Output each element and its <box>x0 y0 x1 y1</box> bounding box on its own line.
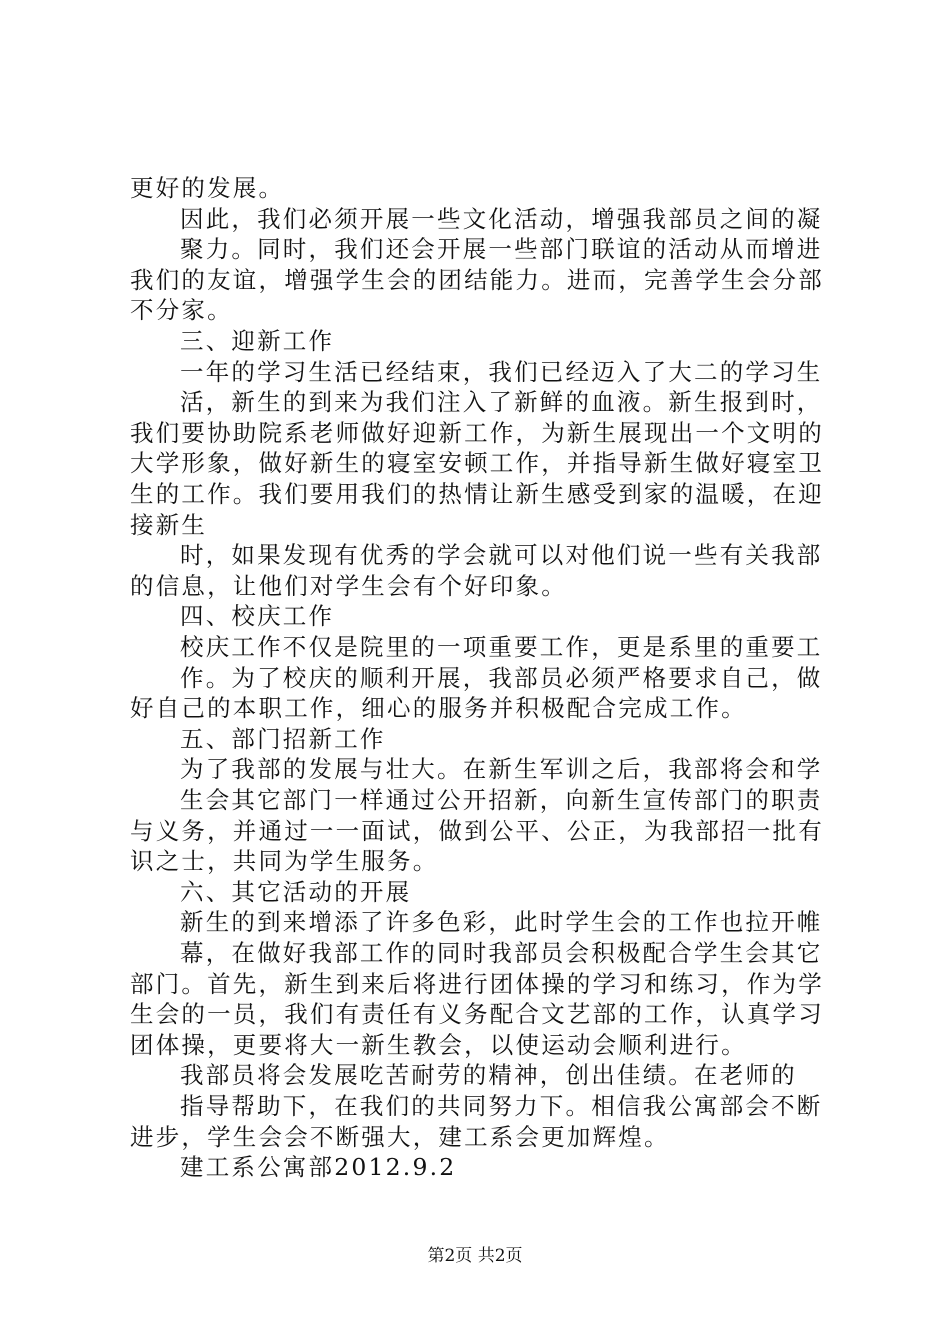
text-line: 的信息，让他们对学生会有个好印象。 <box>130 572 567 600</box>
page-footer: 第2页 共2页 <box>427 1246 523 1266</box>
section-heading: 五、部门招新工作 <box>180 725 386 753</box>
text-line: 活，新生的到来为我们注入了新鲜的血液。新生报到时， <box>180 388 823 416</box>
text-line: 为了我部的发展与壮大。在新生军训之后，我部将会和学 <box>180 755 823 783</box>
text-line: 接新生 <box>130 511 208 539</box>
text-line: 聚力。同时，我们还会开展一些部门联谊的活动从而增进 <box>180 235 823 263</box>
text-line: 生的工作。我们要用我们的热情让新生感受到家的温暖，在迎 <box>130 480 824 508</box>
text-line: 更好的发展。 <box>130 174 285 202</box>
text-line: 好自己的本职工作，细心的服务并积极配合完成工作。 <box>130 694 747 722</box>
text-line: 我们的友谊，增强学生会的团结能力。进而，完善学生会分部 <box>130 266 824 294</box>
section-heading: 四、校庆工作 <box>180 602 335 630</box>
text-line: 生会其它部门一样通过公开招新，向新生宣传部门的职责 <box>180 786 823 814</box>
text-line: 生会的一员，我们有责任有义务配合文艺部的工作，认真学习 <box>130 1000 824 1028</box>
text-line: 识之士，共同为学生服务。 <box>130 847 439 875</box>
text-line: 因此，我们必须开展一些文化活动，增强我部员之间的凝 <box>180 205 823 233</box>
text-line: 我们要协助院系老师做好迎新工作，为新生展现出一个文明的 <box>130 419 824 447</box>
text-line: 时，如果发现有优秀的学会就可以对他们说一些有关我部 <box>180 541 823 569</box>
text-line: 我部员将会发展吃苦耐劳的精神，创出佳绩。在老师的 <box>180 1061 797 1089</box>
section-heading: 六、其它活动的开展 <box>180 878 412 906</box>
text-line: 进步，学生会会不断强大，建工系会更加辉煌。 <box>130 1123 670 1151</box>
text-line: 一年的学习生活已经结束，我们已经迈入了大二的学习生 <box>180 358 823 386</box>
text-line: 部门。首先，新生到来后将进行团体操的学习和练习，作为学 <box>130 970 824 998</box>
text-line: 指导帮助下，在我们的共同努力下。相信我公寓部会不断 <box>180 1092 823 1120</box>
text-line: 校庆工作不仅是院里的一项重要工作，更是系里的重要工 <box>180 633 823 661</box>
text-line: 作。为了校庆的顺利开展，我部员必须严格要求自己，做 <box>180 664 823 692</box>
text-line: 不分家。 <box>130 296 233 324</box>
text-line: 幕，在做好我部工作的同时我部员会积极配合学生会其它 <box>180 939 823 967</box>
text-line: 新生的到来增添了许多色彩，此时学生会的工作也拉开帷 <box>180 908 823 936</box>
text-line: 大学形象，做好新生的寝室安顿工作，并指导新生做好寝室卫 <box>130 449 824 477</box>
section-heading: 三、迎新工作 <box>180 327 335 355</box>
signature-line: 建工系公寓部2012.9.2 <box>180 1153 457 1181</box>
text-line: 团体操，更要将大一新生教会，以使运动会顺利进行。 <box>130 1031 747 1059</box>
text-line: 与义务，并通过一一面试，做到公平、公正，为我部招一批有 <box>130 817 824 845</box>
